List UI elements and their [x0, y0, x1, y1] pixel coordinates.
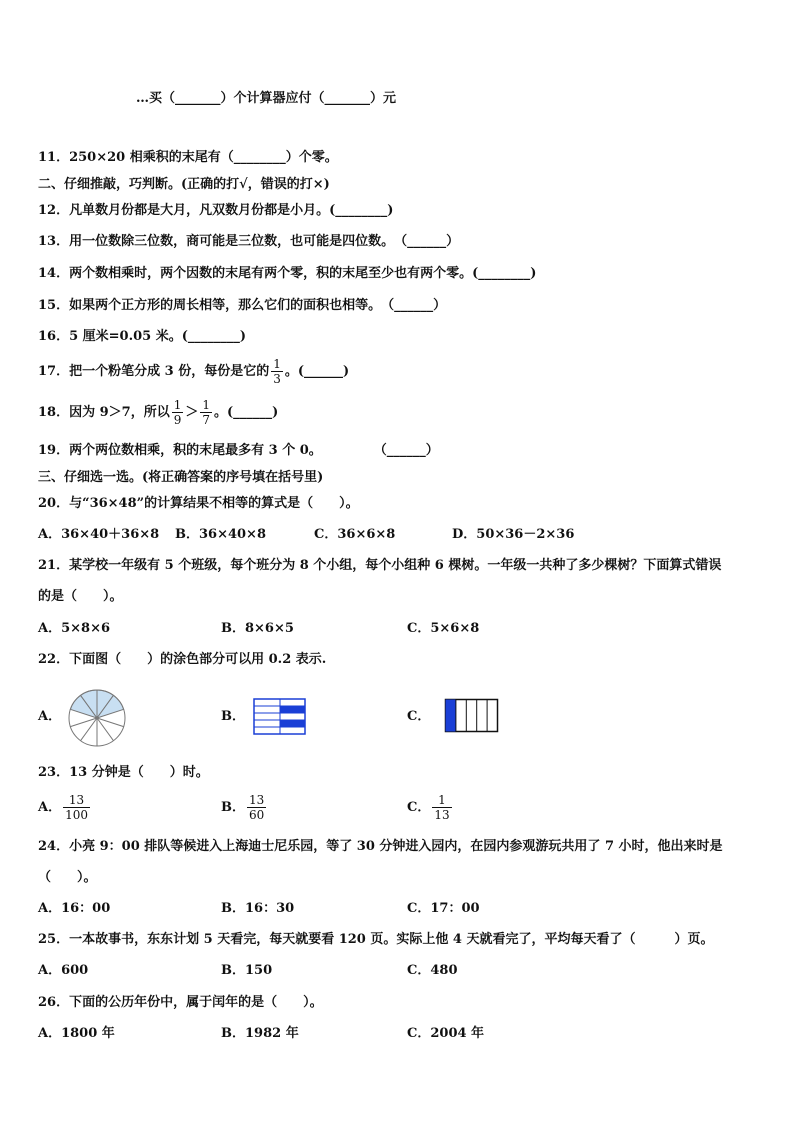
bar-shaded-part — [446, 700, 456, 732]
q25-option-b: B．150 — [221, 963, 273, 978]
question-22: 22．下面图（ ）的涂色部分可以用 0.2 表示. — [38, 652, 327, 667]
q24-option-b: B．16：30 — [221, 901, 295, 916]
question-19: 19．两个两位数相乘，积的末尾最多有 3 个 0。 （______） — [38, 443, 439, 458]
q21-option-b: B．8×6×5 — [221, 621, 294, 636]
fraction-numerator: 1 — [202, 398, 211, 412]
question-23: 23．13 分钟是（ ）时。 — [38, 765, 209, 780]
fraction-denominator: 100 — [65, 808, 88, 822]
question-25: 25．一本故事书，东东计划 5 天看完，每天就要看 120 页。实际上他 4 天就看完了，平均每天看了（ ）页。 — [38, 932, 714, 947]
q25-option-c: C．480 — [407, 963, 458, 978]
fraction-denominator: 13 — [434, 808, 450, 822]
q20-option-b: B．36×40×8 — [175, 527, 267, 542]
question-15: 15．如果两个正方形的周长相等，那么它们的面积也相等。 （______） — [38, 298, 447, 313]
q22-bar-figure — [444, 698, 500, 734]
q23-option-b — [221, 790, 268, 826]
option-letter: A． — [38, 800, 62, 815]
fraction-13-60 — [247, 793, 266, 822]
section-2-heading: 二、仔细推敲，巧判断。(正确的打√，错误的打×) — [38, 177, 330, 192]
question-14: 14．两个数相乘时，两个因数的末尾有两个零，积的末尾至少也有两个零。(________) — [38, 266, 537, 281]
q22-circle-figure — [62, 688, 132, 748]
question-18 — [38, 396, 278, 430]
q26-option-b: B．1982 年 — [221, 1026, 299, 1041]
grid-shaded-cell — [280, 720, 305, 727]
option-letter: B． — [221, 800, 245, 815]
question-16: 16．5 厘米=0.05 米。(________) — [38, 329, 247, 344]
q21-option-c: C．5×6×8 — [407, 621, 480, 636]
fraction-13-100 — [63, 793, 90, 822]
q22-option-b-label: B． — [221, 709, 245, 724]
fraction-numerator: 1 — [432, 793, 451, 808]
q22-option-c-label: C． — [407, 709, 431, 724]
fraction-1-3 — [271, 357, 283, 386]
q23-option-c — [407, 790, 454, 826]
fraction-1-9 — [172, 398, 184, 427]
question-12: 12．凡单数月份都是大月，凡双数月份都是小月。(________) — [38, 203, 394, 218]
q22-option-a-label: A． — [38, 709, 62, 724]
question-17-blank: 。(______) — [284, 364, 350, 379]
q21-option-a: A．5×8×6 — [38, 621, 111, 636]
question-17 — [38, 355, 349, 389]
q24-option-a: A．16：00 — [38, 901, 111, 916]
question-11: 11．250×20 相乘积的末尾有（________）个零。 — [38, 150, 338, 165]
fraction-1-7 — [200, 398, 212, 427]
q25-option-a: A．600 — [38, 963, 89, 978]
section-3-heading: 三、仔细选一选。(将正确答案的序号填在括号里) — [38, 470, 324, 485]
q20-option-c: C．36×6×8 — [314, 527, 396, 542]
question-26: 26．下面的公历年份中，属于闰年的是（ ）。 — [38, 995, 323, 1010]
question-24-line2: （ ）。 — [38, 870, 97, 885]
fraction-denominator: 60 — [249, 808, 265, 822]
q20-option-a: A．36×40＋36×8 — [38, 527, 160, 542]
fraction-numerator: 1 — [173, 398, 182, 412]
fraction-numerator: 13 — [249, 793, 265, 807]
grid-shaded-cell — [280, 706, 305, 713]
fraction-1-13 — [432, 793, 451, 822]
circle-radius — [97, 718, 113, 741]
question-13: 13．用一位数除三位数，商可能是三位数，也可能是四位数。 （______） — [38, 234, 460, 249]
question-20: 20．与“36×48”的计算结果不相等的算式是（ ）。 — [38, 496, 359, 511]
option-letter: C． — [407, 800, 431, 815]
circle-radius — [97, 718, 124, 727]
greater-than-sign: ＞ — [185, 405, 199, 420]
question-21-line1: 21．某学校一年级有 5 个班级，每个班分为 8 个小组，每个小组种 6 棵树。一年级一共种了多少棵树？下面算式错误 — [38, 558, 722, 573]
question-24-line1: 24．小亮 9：00 排队等候进入上海迪士尼乐园，等了 30 分钟进入园内，在园内参观游玩共用了 7 小时，他出来时是 — [38, 839, 723, 854]
fraction-numerator: 13 — [63, 793, 90, 808]
line-prev-question-tail: …买（_______）个计算器应付（_______）元 — [136, 91, 397, 106]
fraction-denominator: 9 — [173, 413, 182, 427]
fraction-numerator: 1 — [273, 357, 281, 371]
question-18-blank: 。(______) — [214, 405, 279, 420]
fraction-denominator: 7 — [202, 413, 211, 427]
q26-option-c: C．2004 年 — [407, 1026, 485, 1041]
q26-option-a: A．1800 年 — [38, 1026, 115, 1041]
q22-grid-figure — [253, 698, 307, 736]
fraction-denominator: 3 — [273, 372, 281, 386]
question-21-line2: 的是（ ）。 — [38, 589, 123, 604]
q24-option-c: C．17：00 — [407, 901, 480, 916]
question-18-text: 18．因为 9＞7，所以 — [38, 405, 170, 420]
circle-radius — [70, 718, 97, 727]
q20-option-d: D．50×36－2×36 — [452, 527, 575, 542]
circle-radius — [81, 718, 97, 741]
question-17-text: 17．把一个粉笔分成 3 份，每份是它的 — [38, 364, 270, 379]
q23-option-a — [38, 790, 92, 826]
